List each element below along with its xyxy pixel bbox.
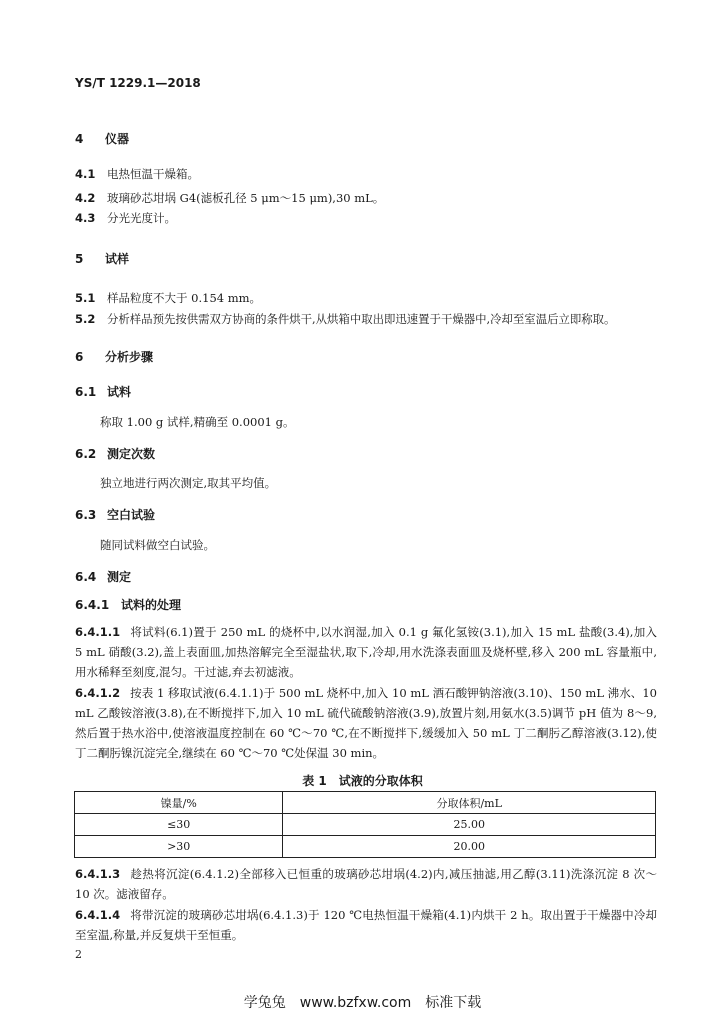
item-4-1 [75, 166, 199, 182]
item-5-1 [75, 290, 261, 306]
table-cell: >30 [75, 836, 283, 858]
table-1 [74, 791, 656, 858]
section-4-heading [75, 130, 129, 147]
section-title: 仪器 [105, 132, 130, 146]
item-number: 5.1 [75, 291, 96, 305]
subsection-number: 6.3 [75, 508, 97, 522]
item-text: 分光光度计。 [107, 211, 176, 225]
section-title: 分析步骤 [105, 350, 154, 364]
table-1-caption: 表 1 试液的分取体积 [302, 774, 423, 788]
item-text: 样品粒度不大于 0.154 mm。 [107, 291, 262, 305]
table-header-row [75, 792, 656, 814]
section-5-heading [75, 250, 129, 267]
item-number: 4.3 [75, 211, 96, 225]
table-header-cell: 分取体积/mL [283, 792, 656, 814]
subsection-6-2-heading [75, 445, 155, 462]
subsection-number: 6.4.1 [75, 598, 110, 612]
subsection-title: 试料的处理 [121, 598, 182, 612]
paragraph-6-4-1-2 [75, 683, 657, 763]
subsection-title: 空白试验 [107, 508, 156, 522]
table-cell: 20.00 [283, 836, 656, 858]
paragraph-text: 将带沉淀的玻璃砂芯坩埚(6.4.1.3)于 120 ℃电热恒温干燥箱(4.1)内烘干 2 h。取出置于干燥器中冷却至室温,称量,并反复烘干至恒重。 [75, 908, 657, 942]
paragraph-6-4-1-4 [75, 905, 657, 945]
paragraph-number: 6.4.1.1 [75, 625, 121, 639]
table-cell: ≤30 [75, 814, 283, 836]
table-cell: 25.00 [283, 814, 656, 836]
subsection-number: 6.1 [75, 385, 97, 399]
subsection-6-4-heading [75, 568, 131, 585]
subsection-title: 试料 [107, 385, 132, 399]
subsection-number: 6.4 [75, 570, 97, 584]
section-title: 试样 [105, 252, 130, 266]
table-row [75, 814, 656, 836]
item-number: 4.2 [75, 191, 96, 205]
section-6-heading [75, 348, 153, 365]
paragraph-number: 6.4.1.4 [75, 908, 121, 922]
item-4-2 [75, 190, 384, 206]
page-number: 2 [75, 948, 82, 961]
paragraph-text: 趁热将沉淀(6.4.1.2)全部移入已恒重的玻璃砂芯坩埚(4.2)内,减压抽滤,用乙醇(3.11)洗涤沉淀 8 次～10 次。滤液留存。 [75, 867, 657, 901]
paragraph-number: 6.4.1.2 [75, 686, 121, 700]
section-number: 4 [75, 132, 84, 146]
table-header-cell: 镍量/% [75, 792, 283, 814]
item-4-3 [75, 210, 176, 226]
item-5-2 [75, 311, 615, 327]
subsection-6-3-text: 随同试料做空白试验。 [100, 538, 215, 552]
subsection-number: 6.2 [75, 447, 97, 461]
subsection-title: 测定 [107, 570, 132, 584]
section-number: 5 [75, 252, 84, 266]
subsection-6-4-1-heading [75, 596, 181, 613]
item-text: 分析样品预先按供需双方协商的条件烘干,从烘箱中取出即迅速置于干燥器中,冷却至室温后立即称取。 [107, 312, 616, 326]
section-number: 6 [75, 350, 84, 364]
subsection-6-3-heading [75, 506, 155, 523]
standard-code-header: YS/T 1229.1—2018 [75, 76, 201, 90]
paragraph-text: 将试料(6.1)置于 250 mL 的烧杯中,以水润湿,加入 0.1 g 氟化氢铵(3.1),加入 15 mL 盐酸(3.4),加入 5 mL 硝酸(3.2),盖上表面皿,加热溶解完全至湿盐状,取下,冷却,用水洗涤表面皿及烧杯壁,移入 200 mL 容量瓶中,用水稀释至刻度,混匀。干过滤,弃去初滤液。 [75, 625, 657, 679]
subsection-title: 测定次数 [107, 447, 156, 461]
subsection-6-2-text: 独立地进行两次测定,取其平均值。 [100, 476, 277, 490]
subsection-6-1-text: 称取 1.00 g 试样,精确至 0.0001 g。 [100, 415, 295, 429]
footer-watermark: 学兔兔 www.bzfxw.com 标准下载 [243, 995, 482, 1011]
paragraph-6-4-1-3 [75, 864, 657, 904]
paragraph-6-4-1-1 [75, 622, 657, 682]
paragraph-number: 6.4.1.3 [75, 867, 121, 881]
paragraph-text: 按表 1 移取试液(6.4.1.1)于 500 mL 烧杯中,加入 10 mL 酒石酸钾钠溶液(3.10)、150 mL 沸水、10 mL 乙酸铵溶液(3.8),在不断搅拌下,加入 10 mL 硫代硫酸钠溶液(3.9),放置片刻,用氨水(3.5)调节 pH 值为 8～9,然后置于热水浴中,使溶液温度控制在 60 ℃～70 ℃,在不断搅拌下,缓缓加入 50 mL 丁二酮肟乙醇溶液(3.12),使丁二酮肟镍沉淀完全,继续在 60 ℃～70 ℃处保温 30 min。 [75, 686, 657, 760]
table-row [75, 836, 656, 858]
item-number: 4.1 [75, 167, 96, 181]
subsection-6-1-heading [75, 383, 131, 400]
item-number: 5.2 [75, 312, 96, 326]
item-text: 玻璃砂芯坩埚 G4(滤板孔径 5 μm～15 μm),30 mL。 [107, 191, 385, 205]
item-text: 电热恒温干燥箱。 [107, 167, 199, 181]
